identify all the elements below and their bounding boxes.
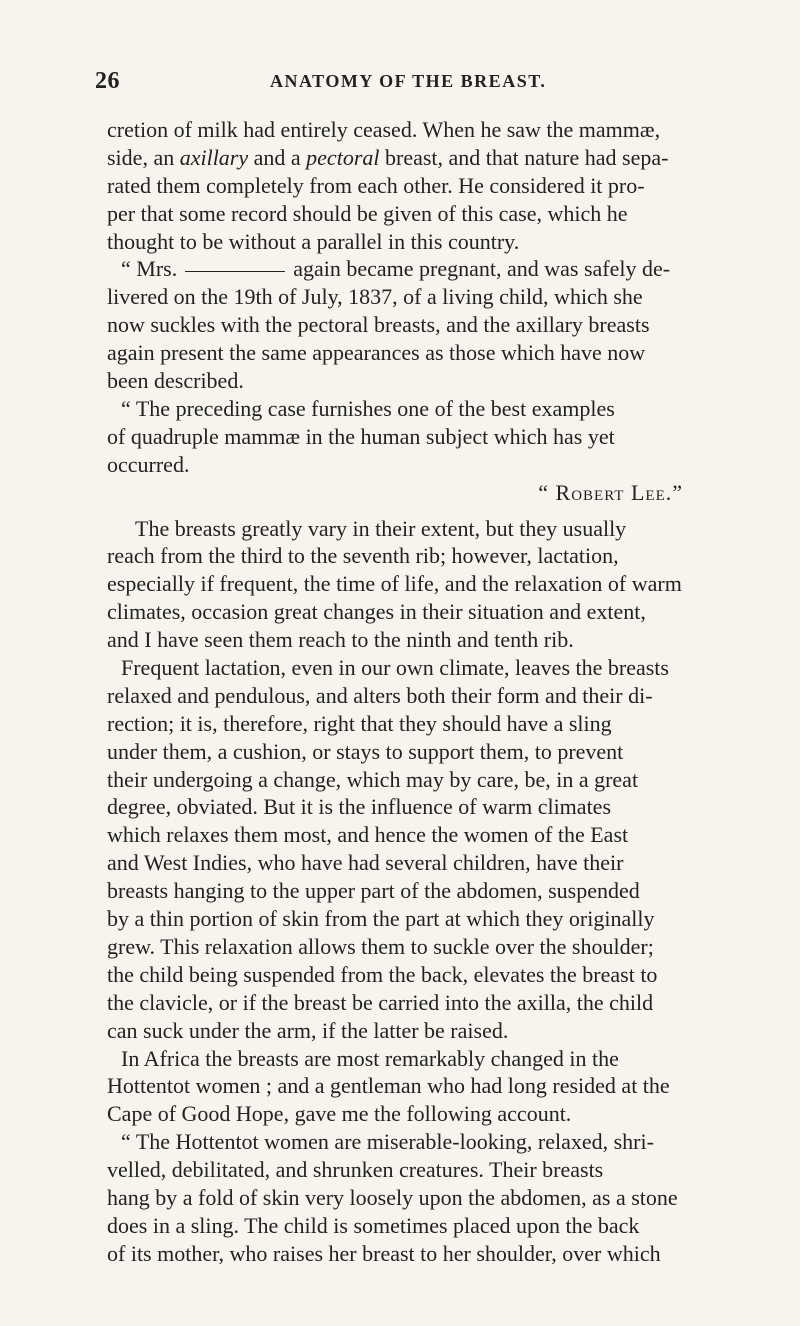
text-line: reach from the third to the seventh rib; however, lactation, <box>107 543 619 569</box>
page-header <box>95 68 735 102</box>
text-line: In Africa the breasts are most remarkably changed in the <box>121 1045 619 1071</box>
text-line: velled, debilitated, and shrunken creatures. Their breasts <box>107 1157 604 1183</box>
text-line: the clavicle, or if the breast be carried into the axilla, the child <box>107 989 654 1015</box>
signature: “ Robert Lee.” <box>538 479 683 505</box>
text-line: Cape of Good Hope, gave me the following account. <box>107 1101 572 1127</box>
paragraph-4 <box>107 515 723 1268</box>
text-line: of quadruple mammæ in the human subject which has yet <box>107 423 615 449</box>
text-fragment: again became pregnant, and was safely de- <box>293 256 671 282</box>
text-line: Frequent lactation, even in our own climate, leaves the breasts <box>121 655 669 681</box>
paragraph-1 <box>107 116 723 255</box>
text-line: grew. This relaxation allows them to suckle over the shoulder; <box>107 933 654 959</box>
text-line: rated them completely from each other. He considered it pro- <box>107 172 645 198</box>
text-line: by a thin portion of skin from the part at which they originally <box>107 906 655 932</box>
text-line: the child being suspended from the back, elevates the breast to <box>107 961 658 987</box>
text-line: climates, occasion great changes in their situation and extent, <box>107 599 646 625</box>
text-line: and I have seen them reach to the ninth and tenth rib. <box>107 627 574 653</box>
text-line: especially if frequent, the time of life, and the relaxation of warm <box>107 571 682 597</box>
text-line: “ The Hottentot women are miserable-looking, relaxed, shri- <box>121 1129 654 1155</box>
text-line: now suckles with the pectoral breasts, and the axillary breasts <box>107 312 650 338</box>
text-line: side, an axillary and a pectoral breast, and that nature had sepa- <box>107 144 669 170</box>
text-line: per that some record should be given of this case, which he <box>107 200 628 226</box>
text-line: breasts hanging to the upper part of the abdomen, suspended <box>107 878 640 904</box>
text-line: occurred. <box>107 451 190 477</box>
page-number: 26 <box>95 68 120 94</box>
paragraph-3 <box>107 395 723 479</box>
text-line: can suck under the arm, if the latter be raised. <box>107 1017 509 1043</box>
text-line: relaxed and pendulous, and alters both their form and their di- <box>107 682 653 708</box>
name-blank-dash <box>185 271 285 272</box>
text-line: and West Indies, who have had several children, have their <box>107 850 624 876</box>
text-line: rection; it is, therefore, right that they should have a sling <box>107 710 612 736</box>
text-line: again present the same appearances as those which have now <box>107 340 646 366</box>
text-line: their undergoing a change, which may by care, be, in a great <box>107 766 639 792</box>
text-line: of its mother, who raises her breast to her shoulder, over which <box>107 1240 661 1266</box>
running-title: ANATOMY OF THE BREAST. <box>270 71 547 91</box>
text-line: Hottentot women ; and a gentleman who had long resided at the <box>107 1073 670 1099</box>
text-fragment: “ Mrs. <box>121 256 178 282</box>
text-line: under them, a cushion, or stays to support them, to prevent <box>107 738 624 764</box>
body-text <box>107 116 723 1268</box>
text-line: been described. <box>107 368 244 394</box>
text-line: “ The preceding case furnishes one of the best examples <box>121 395 615 421</box>
text-line: does in a sling. The child is sometimes placed upon the back <box>107 1212 640 1238</box>
text-line: The breasts greatly vary in their extent, but they usually <box>135 515 627 541</box>
text-line <box>107 255 723 283</box>
text-line: hang by a fold of skin very loosely upon the abdomen, as a stone <box>107 1184 678 1210</box>
paragraph-2 <box>107 255 723 394</box>
text-line: livered on the 19th of July, 1837, of a living child, which she <box>107 284 643 310</box>
text-line: degree, obviated. But it is the influence of warm climates <box>107 794 612 820</box>
text-line: cretion of milk had entirely ceased. When he saw the mammæ, <box>107 117 661 142</box>
text-line: which relaxes them most, and hence the women of the East <box>107 822 629 848</box>
text-line: thought to be without a parallel in this country. <box>107 228 520 254</box>
